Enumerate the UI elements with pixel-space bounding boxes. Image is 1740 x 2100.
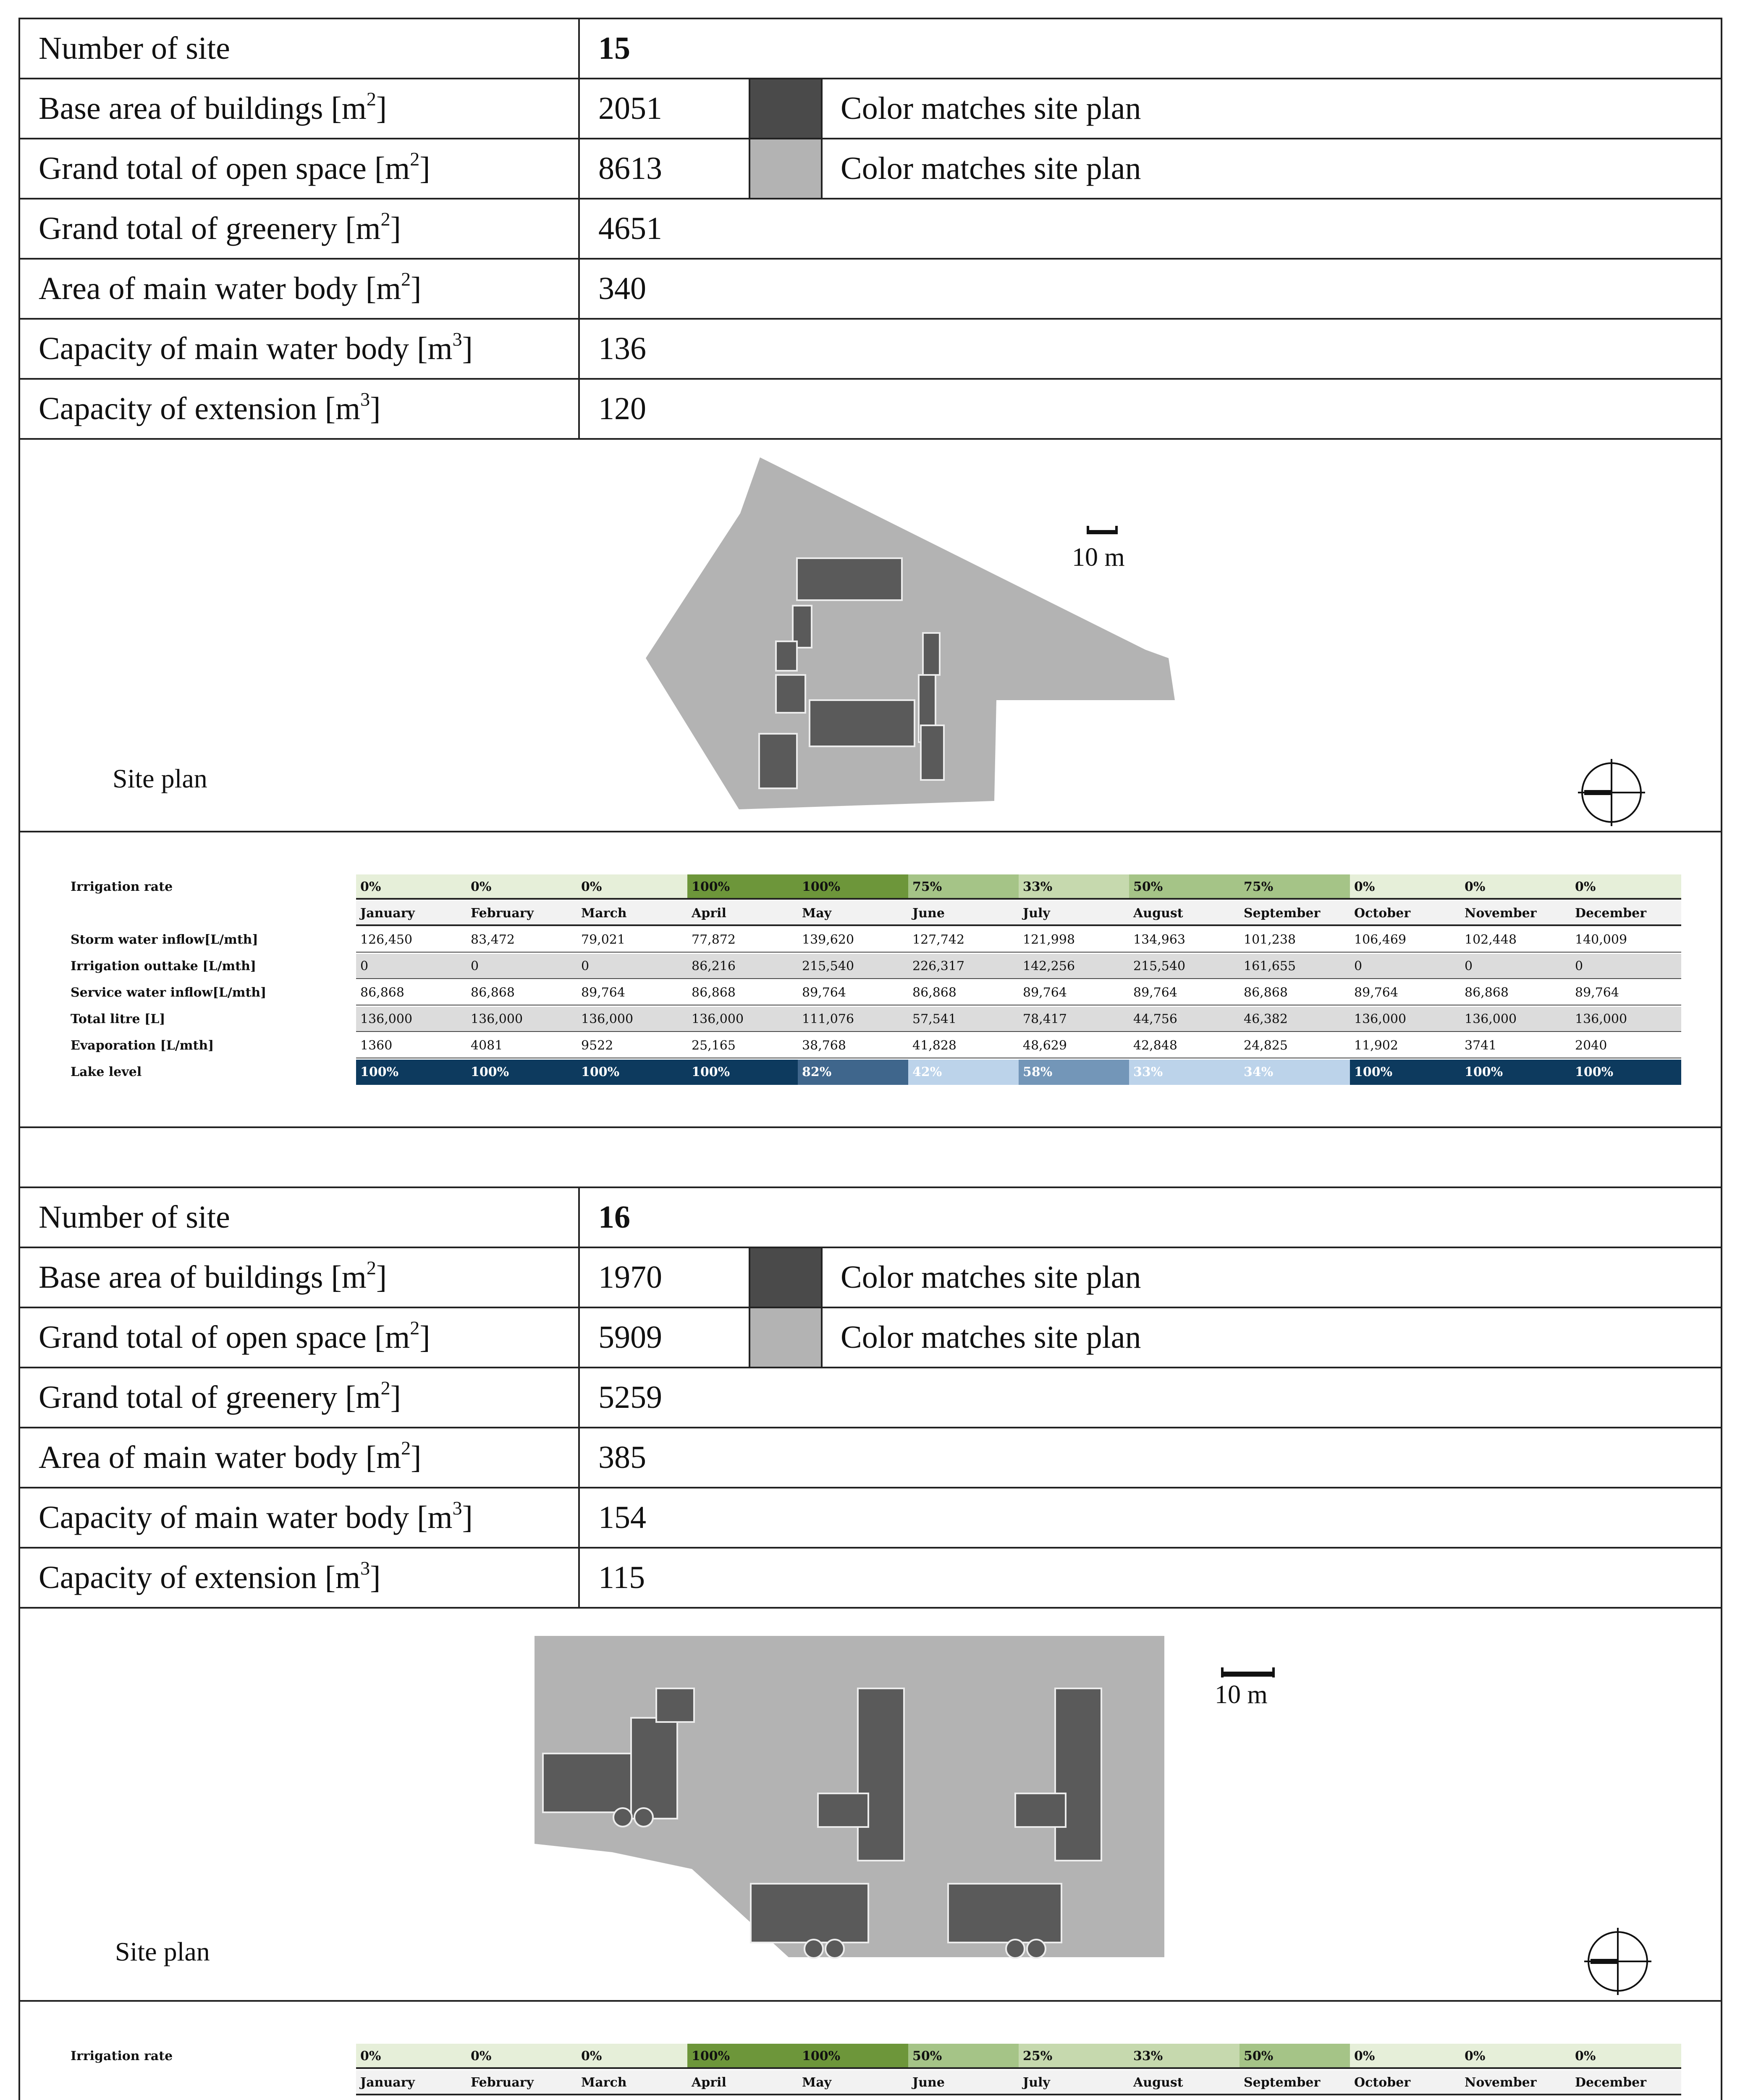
site-number-row	[20, 19, 1721, 79]
irrigation-rate-cell: 100%	[798, 874, 908, 900]
value-cell: 126,450	[356, 927, 466, 953]
month-header-cell: April	[687, 901, 798, 926]
value-cell	[356, 2097, 466, 2100]
lake-level-cell: 100%	[356, 1060, 466, 1085]
extension-label: Capacity of extension $[m^3]$	[20, 380, 580, 438]
value-cell	[1571, 2097, 1681, 2100]
storm-row	[71, 927, 1687, 953]
extension-row	[20, 380, 1721, 440]
irrigation-rate-cell: 0%	[466, 874, 577, 900]
irrigation-rate-cell: 100%	[798, 2044, 908, 2069]
base-area-row	[20, 1248, 1721, 1308]
value-cell: 111,076	[798, 1007, 908, 1032]
site-plan-title: Site plan	[115, 1937, 210, 1966]
month-header-cell: December	[1571, 2070, 1681, 2095]
month-header-cell: March	[577, 901, 687, 926]
irrigation-rate-cell: 75%	[1239, 874, 1350, 900]
value-cell: 83,472	[466, 927, 577, 953]
value-cell: 86,216	[687, 954, 798, 979]
row-label	[71, 2097, 356, 2100]
value-cell: 48,629	[1019, 1033, 1129, 1058]
water-area-value: 340	[598, 271, 646, 306]
value-cell	[466, 2097, 577, 2100]
value-cell: 127,742	[908, 927, 1019, 953]
month-header-row	[71, 901, 1687, 926]
water-capacity-value: 154	[598, 1500, 646, 1535]
value-cell: 86,868	[687, 980, 798, 1005]
irrigation-rate-cell: 0%	[1571, 874, 1681, 900]
lake-level-cell: 100%	[466, 1060, 577, 1085]
water-capacity-label: Capacity of main water body $[m^3]$	[20, 320, 580, 378]
site-plan-drawing	[20, 440, 1721, 831]
water-area-value: 385	[598, 1440, 646, 1475]
month-header-cell: January	[356, 2070, 466, 2095]
water-area-label: Area of main water body $[m^2]$	[20, 260, 580, 318]
value-cell: 46,382	[1239, 1007, 1350, 1032]
value-cell: 136,000	[1350, 1007, 1460, 1032]
month-header-cell: November	[1460, 2070, 1571, 2095]
value-cell: 89,764	[798, 980, 908, 1005]
month-header-cell: January	[356, 901, 466, 926]
scale-bar-label: 10 m	[1072, 543, 1125, 572]
value-cell: 86,868	[1239, 980, 1350, 1005]
value-cell: 89,764	[1350, 980, 1460, 1005]
value-cell	[1019, 2097, 1129, 2100]
row-label: Total litre [L]	[71, 1012, 165, 1026]
value-cell	[1239, 2097, 1350, 2100]
irrigation-row	[71, 2044, 1687, 2069]
irrigation-rate-cell: 50%	[908, 2044, 1019, 2069]
site-number-value: 15	[598, 31, 630, 66]
value-cell: 86,868	[466, 980, 577, 1005]
water-area-label: Area of main water body $[m^2]$	[20, 1428, 580, 1487]
open-space-label: Grand total of open space $[m^2]$	[20, 1308, 580, 1367]
value-cell: 57,541	[908, 1007, 1019, 1032]
value-cell	[1350, 2097, 1460, 2100]
value-cell: 24,825	[1239, 1033, 1350, 1058]
value-cell	[577, 2097, 687, 2100]
greenery-row	[20, 1368, 1721, 1428]
water-capacity-row	[20, 320, 1721, 380]
site-plan-panel	[20, 440, 1721, 832]
extension-row	[20, 1549, 1721, 1609]
month-header-cell: May	[798, 901, 908, 926]
buildings-color-swatch	[749, 1248, 823, 1307]
value-cell: 136,000	[687, 1007, 798, 1032]
row-label: Storm water inflow[L/mth]	[71, 932, 258, 947]
irrigation-rate-cell: 0%	[1350, 874, 1460, 900]
open-space-row	[20, 1308, 1721, 1368]
lake-level-cell: 100%	[1571, 1060, 1681, 1085]
month-header-cell: March	[577, 2070, 687, 2095]
value-cell: 86,868	[908, 980, 1019, 1005]
value-cell: 89,764	[1129, 980, 1239, 1005]
month-header-row	[71, 2070, 1687, 2095]
irrigation-rate-cell: 0%	[577, 874, 687, 900]
value-cell: 0	[577, 954, 687, 979]
irrigation-rate-cell: 0%	[1460, 2044, 1571, 2069]
open-space-row	[20, 139, 1721, 200]
month-header-cell: August	[1129, 901, 1239, 926]
lake-level-cell: 100%	[687, 1060, 798, 1085]
value-cell	[1460, 2097, 1571, 2100]
month-header-cell: June	[908, 2070, 1019, 2095]
month-header-cell: October	[1350, 2070, 1460, 2095]
value-cell: 78,417	[1019, 1007, 1129, 1032]
month-header-cell: February	[466, 901, 577, 926]
water-capacity-value: 136	[598, 331, 646, 366]
greenery-value: 4651	[598, 211, 662, 246]
value-cell: 86,868	[356, 980, 466, 1005]
lake-level-cell: 100%	[577, 1060, 687, 1085]
value-cell: 89,764	[577, 980, 687, 1005]
value-cell: 2040	[1571, 1033, 1681, 1058]
base-area-row	[20, 79, 1721, 139]
color-note: Color matches site plan	[841, 1320, 1141, 1355]
irrigation-rate-cell: 33%	[1019, 874, 1129, 900]
site-plan-drawing	[20, 1609, 1721, 2000]
irrigation-row	[71, 874, 1687, 900]
storm-row	[71, 2097, 1687, 2100]
value-cell: 142,256	[1019, 954, 1129, 979]
base-area-value: 1970	[598, 1260, 662, 1295]
water-capacity-row	[20, 1488, 1721, 1549]
lake-level-cell: 34%	[1239, 1060, 1350, 1085]
open-space-label: Grand total of open space $[m^2]$	[20, 139, 580, 198]
scale-bar-label: 10 m	[1215, 1680, 1268, 1709]
row-label: Irrigation outtake [L/mth]	[71, 959, 257, 974]
color-note: Color matches site plan	[841, 91, 1141, 126]
value-cell: 101,238	[1239, 927, 1350, 953]
row-label: Irrigation rate	[71, 2049, 173, 2063]
row-label: Evaporation [L/mth]	[71, 1038, 214, 1053]
month-header-cell: November	[1460, 901, 1571, 926]
month-header-cell: February	[466, 2070, 577, 2095]
site-number-value: 16	[598, 1200, 630, 1235]
water-capacity-label: Capacity of main water body $[m^3]$	[20, 1488, 580, 1547]
value-cell: 11,902	[1350, 1033, 1460, 1058]
open-space-color-swatch	[749, 1308, 823, 1367]
month-header-cell: July	[1019, 901, 1129, 926]
value-cell: 86,868	[1460, 980, 1571, 1005]
site-number-label: Number of site	[20, 1188, 580, 1247]
irrigation-rate-cell: 0%	[1460, 874, 1571, 900]
irr-out-row	[71, 954, 1687, 979]
site-plan-title: Site plan	[113, 764, 207, 793]
value-cell: 139,620	[798, 927, 908, 953]
water-area-row	[20, 260, 1721, 320]
data-sheet	[18, 18, 1722, 2100]
total-row	[71, 1007, 1687, 1032]
irrigation-rate-cell: 0%	[356, 2044, 466, 2069]
site-plan-panel	[20, 1609, 1721, 2002]
buildings-color-swatch	[749, 79, 823, 138]
row-label: Lake level	[71, 1065, 142, 1079]
separator-row	[20, 1128, 1721, 1188]
month-header-cell: September	[1239, 901, 1350, 926]
value-cell: 102,448	[1460, 927, 1571, 953]
value-cell: 79,021	[577, 927, 687, 953]
irrigation-rate-cell: 0%	[577, 2044, 687, 2069]
irrigation-rate-cell: 25%	[1019, 2044, 1129, 2069]
value-cell	[687, 2097, 798, 2100]
extension-value: 120	[598, 391, 646, 426]
lake-level-cell: 58%	[1019, 1060, 1129, 1085]
open-space-value: 8613	[598, 151, 662, 186]
irrigation-rate-cell: 100%	[687, 2044, 798, 2069]
irrigation-rate-cell: 50%	[1129, 874, 1239, 900]
value-cell	[1129, 2097, 1239, 2100]
greenery-row	[20, 200, 1721, 260]
value-cell: 77,872	[687, 927, 798, 953]
month-header-cell: December	[1571, 901, 1681, 926]
greenery-value: 5259	[598, 1380, 662, 1415]
lake-row	[71, 1060, 1687, 1085]
lake-level-cell: 100%	[1460, 1060, 1571, 1085]
value-cell: 215,540	[1129, 954, 1239, 979]
value-cell: 4081	[466, 1033, 577, 1058]
value-cell: 89,764	[1019, 980, 1129, 1005]
lake-level-cell: 100%	[1350, 1060, 1460, 1085]
monthly-table-panel	[20, 2002, 1721, 2100]
water-area-row	[20, 1428, 1721, 1488]
value-cell: 0	[1460, 954, 1571, 979]
irrigation-rate-cell: 0%	[1350, 2044, 1460, 2069]
value-cell: 136,000	[356, 1007, 466, 1032]
value-cell: 136,000	[1571, 1007, 1681, 1032]
value-cell: 42,848	[1129, 1033, 1239, 1058]
site-number-label: Number of site	[20, 19, 580, 78]
open-space-value: 5909	[598, 1320, 662, 1355]
value-cell: 0	[356, 954, 466, 979]
irrigation-rate-cell: 33%	[1129, 2044, 1239, 2069]
irrigation-rate-cell: 0%	[466, 2044, 577, 2069]
irrigation-rate-cell: 50%	[1239, 2044, 1350, 2069]
base-area-label: Base area of buildings $[m^2]$	[20, 1248, 580, 1307]
irrigation-rate-cell: 100%	[687, 874, 798, 900]
color-note: Color matches site plan	[841, 1260, 1141, 1295]
value-cell: 44,756	[1129, 1007, 1239, 1032]
lake-level-cell: 33%	[1129, 1060, 1239, 1085]
value-cell: 134,963	[1129, 927, 1239, 953]
extension-value: 115	[598, 1560, 645, 1595]
color-note: Color matches site plan	[841, 151, 1141, 186]
value-cell: 3741	[1460, 1033, 1571, 1058]
extension-label: Capacity of extension $[m^3]$	[20, 1549, 580, 1607]
lake-level-cell: 82%	[798, 1060, 908, 1085]
base-area-label: Base area of buildings $[m^2]$	[20, 79, 580, 138]
value-cell: 0	[466, 954, 577, 979]
value-cell: 215,540	[798, 954, 908, 979]
value-cell: 136,000	[466, 1007, 577, 1032]
value-cell: 121,998	[1019, 927, 1129, 953]
value-cell: 136,000	[577, 1007, 687, 1032]
month-header-cell: September	[1239, 2070, 1350, 2095]
irrigation-rate-cell: 75%	[908, 874, 1019, 900]
value-cell: 161,655	[1239, 954, 1350, 979]
greenery-label: Grand total of greenery $[m^2]$	[20, 1368, 580, 1427]
month-header-cell: April	[687, 2070, 798, 2095]
irrigation-rate-cell: 0%	[356, 874, 466, 900]
base-area-value: 2051	[598, 91, 662, 126]
lake-level-cell: 42%	[908, 1060, 1019, 1085]
greenery-label: Grand total of greenery $[m^2]$	[20, 200, 580, 258]
value-cell	[908, 2097, 1019, 2100]
row-label: Irrigation rate	[71, 879, 173, 894]
value-cell: 1360	[356, 1033, 466, 1058]
value-cell: 9522	[577, 1033, 687, 1058]
value-cell: 226,317	[908, 954, 1019, 979]
value-cell: 41,828	[908, 1033, 1019, 1058]
month-header-cell: July	[1019, 2070, 1129, 2095]
month-header-cell: October	[1350, 901, 1460, 926]
row-label: Service water inflow[L/mth]	[71, 985, 267, 1000]
evap-row	[71, 1033, 1687, 1058]
value-cell: 136,000	[1460, 1007, 1571, 1032]
month-header-cell: June	[908, 901, 1019, 926]
value-cell: 89,764	[1571, 980, 1681, 1005]
value-cell: 140,009	[1571, 927, 1681, 953]
value-cell: 38,768	[798, 1033, 908, 1058]
service-row	[71, 980, 1687, 1005]
month-header-cell: August	[1129, 2070, 1239, 2095]
open-space-color-swatch	[749, 139, 823, 198]
month-header-cell: May	[798, 2070, 908, 2095]
value-cell: 25,165	[687, 1033, 798, 1058]
monthly-table-panel	[20, 832, 1721, 1128]
value-cell: 0	[1350, 954, 1460, 979]
site-number-row	[20, 1188, 1721, 1248]
value-cell: 0	[1571, 954, 1681, 979]
value-cell: 106,469	[1350, 927, 1460, 953]
irrigation-rate-cell: 0%	[1571, 2044, 1681, 2069]
value-cell	[798, 2097, 908, 2100]
